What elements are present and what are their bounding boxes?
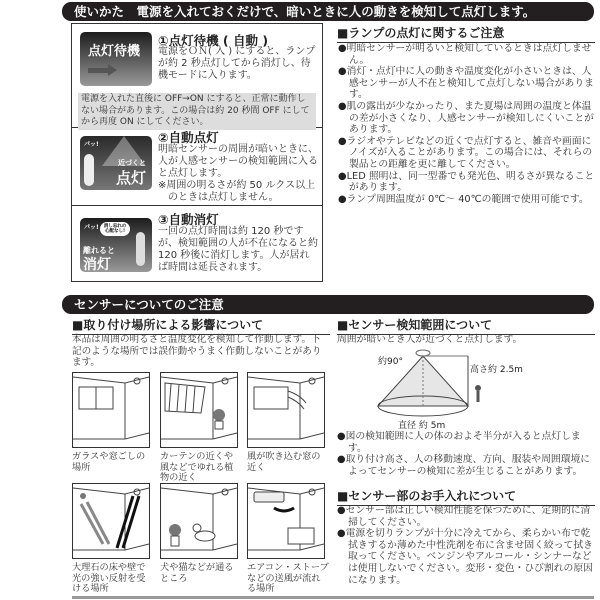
room-icon [248, 484, 324, 558]
height-label: 高さ約 2.5m [470, 365, 523, 375]
room-icon [73, 484, 149, 558]
list-item: ● 明暗センサーが明るいと検知しているときは点灯しません。 [338, 43, 596, 66]
standby-pic-label: 点灯待機 [88, 44, 141, 59]
detection-range-diagram [370, 348, 550, 430]
bubble-text: パッ! [84, 141, 99, 148]
bubble-text: パッ! [84, 224, 99, 231]
list-item: ● ラジオやテレビなどの近くで点灯すると、雑音や画面にノイズが入ることがあります。この場合には、それらの製品との距離を更に離してください。 [338, 136, 596, 171]
list-item: ● LED 照明は、同一型番でも発光色、明るさが異なることがあります。 [338, 171, 596, 194]
auto-on-illustration [80, 136, 152, 190]
diameter-label: 直径 約 5m [398, 421, 446, 431]
standby-illustration [80, 32, 152, 86]
placement-caption: 大理石の床や壁で光の強い反射を受ける場所 [72, 562, 146, 594]
list-item: ● センサー部は正しい検知性能を保つために、定期的に清掃してください。 [337, 505, 595, 528]
placement-heading: ■取り付け場所による影響について [72, 316, 330, 335]
placement-illustration [72, 372, 150, 448]
step-text: 明暗センサーの周囲が暗いときに、人が人感センサーの検知範囲に入ると点灯します。 [158, 144, 318, 179]
step-note: 電源を入れた直後に OFF→ON にすると、正常に動作しない場合があります。この場合は約 20 秒間 OFF にしてから再度 ON にしてください。 [78, 93, 316, 130]
care-list [337, 505, 595, 586]
usage-banner: 使いかた 電源を入れておくだけで、暗いときに人の動きを検知して点灯します。 [62, 2, 594, 21]
placement-illustration [160, 483, 238, 559]
placement-caption: ガラスや窓ごしの場所 [72, 451, 146, 473]
placement-caption: 風が吹き込む窓の近く [247, 451, 321, 473]
list-item: ● ランプ周囲温度が 0℃～ 40℃の範囲で使用可能です。 [338, 194, 596, 206]
pic-label: 消灯 [83, 257, 111, 273]
thought-bubble: 消し忘れの心配なし! [100, 222, 130, 236]
range-notes-list [337, 431, 595, 477]
range-text: 周囲が暗いとき人が近づくと点灯します。 [337, 334, 523, 345]
room-icon [161, 484, 237, 558]
step-text: 一回の点灯時間は約 120 秒ですが、検知範囲の人が不在になると約 120 秒後に消灯します。人が居れば時間は延長されます。 [158, 226, 318, 273]
step-title: ③自動消灯 [158, 212, 219, 227]
angle-label: 約90° [378, 357, 403, 367]
room-icon [248, 373, 324, 447]
list-item: ● 取り付け高さ、人の移動速度、方向、服装や周囲環境によってセンサーの検知に差が生じることがあります。 [337, 454, 595, 477]
person-icon [84, 154, 94, 186]
placement-caption: エアコン・ストーブなどの送風が流れる場所 [247, 562, 329, 594]
step-auto-on [72, 128, 322, 206]
lamp-notes-heading: ■ランプの点灯に関するご注意 [337, 24, 595, 43]
room-icon [161, 373, 237, 447]
step-standby [72, 24, 322, 128]
list-item: ● 消灯・点灯中に人の動きや温度変化が小さいときは、人感センサーが人不在と検知して点灯しない場合があります。 [338, 66, 596, 101]
placement-illustration [247, 372, 325, 448]
bottom-rule [72, 596, 594, 599]
step-auto-off [72, 206, 322, 282]
placement-illustration [247, 483, 325, 559]
step-subnote: ※周囲の明るさが約 50 ルクス以上のときは点灯しません。 [158, 180, 316, 203]
pic-small-label: 近づくと [118, 159, 146, 167]
pic-label: 点灯 [116, 169, 147, 187]
placement-illustration [72, 483, 150, 559]
range-heading: ■センサー検知範囲について [337, 316, 595, 335]
list-item: ● 肌の露出が少なかったり、また夏場は周囲の温度と体温の差が小さくなり、人感センサーが検知しにくいことがあります。 [338, 101, 596, 136]
step-text: 電源をＯＮ( 入 ) にすると、ランプが約 2 秒点灯してから消灯し、待機モードに入ります。 [158, 46, 316, 81]
person-icon [136, 232, 145, 266]
list-item: ● 図の検知範囲に人の体のおよそ半分が入ると点灯します。 [337, 431, 595, 454]
care-heading: ■センサー部のお手入れについて [337, 487, 595, 506]
room-icon [73, 373, 149, 447]
arrow-right-icon [88, 68, 108, 73]
step-title: ②自動点灯 [158, 130, 219, 145]
sensor-banner: センサーについてのご注意 [62, 295, 594, 314]
pic-small-label: 離れると [83, 246, 115, 255]
placement-caption: 犬や猫などが通るところ [160, 562, 234, 584]
list-item: ● 電源を切りランプが十分に冷えてから、柔らかい布で乾拭きするか薄めた中性洗剤を布に含ませ固く絞って拭き取ってください。ベンジンやアルコール・シンナーなどは使用しないでください。変形・変色・ひび割れの原因になります。 [337, 528, 595, 586]
step-title: ①点灯待機 ( 自動 ) [158, 33, 269, 48]
auto-off-illustration [80, 218, 152, 272]
lamp-notes-list [338, 43, 596, 205]
placement-illustration [160, 372, 238, 448]
placement-text: 本品は周囲の明るさと温度変化を検知して作動します。下記のような場所では誤作動やうまく作動しないことがあります。 [72, 334, 322, 368]
placement-caption: カーテンの近くや風などでゆれる植物の近く [160, 451, 234, 483]
usage-steps-box [71, 23, 323, 282]
